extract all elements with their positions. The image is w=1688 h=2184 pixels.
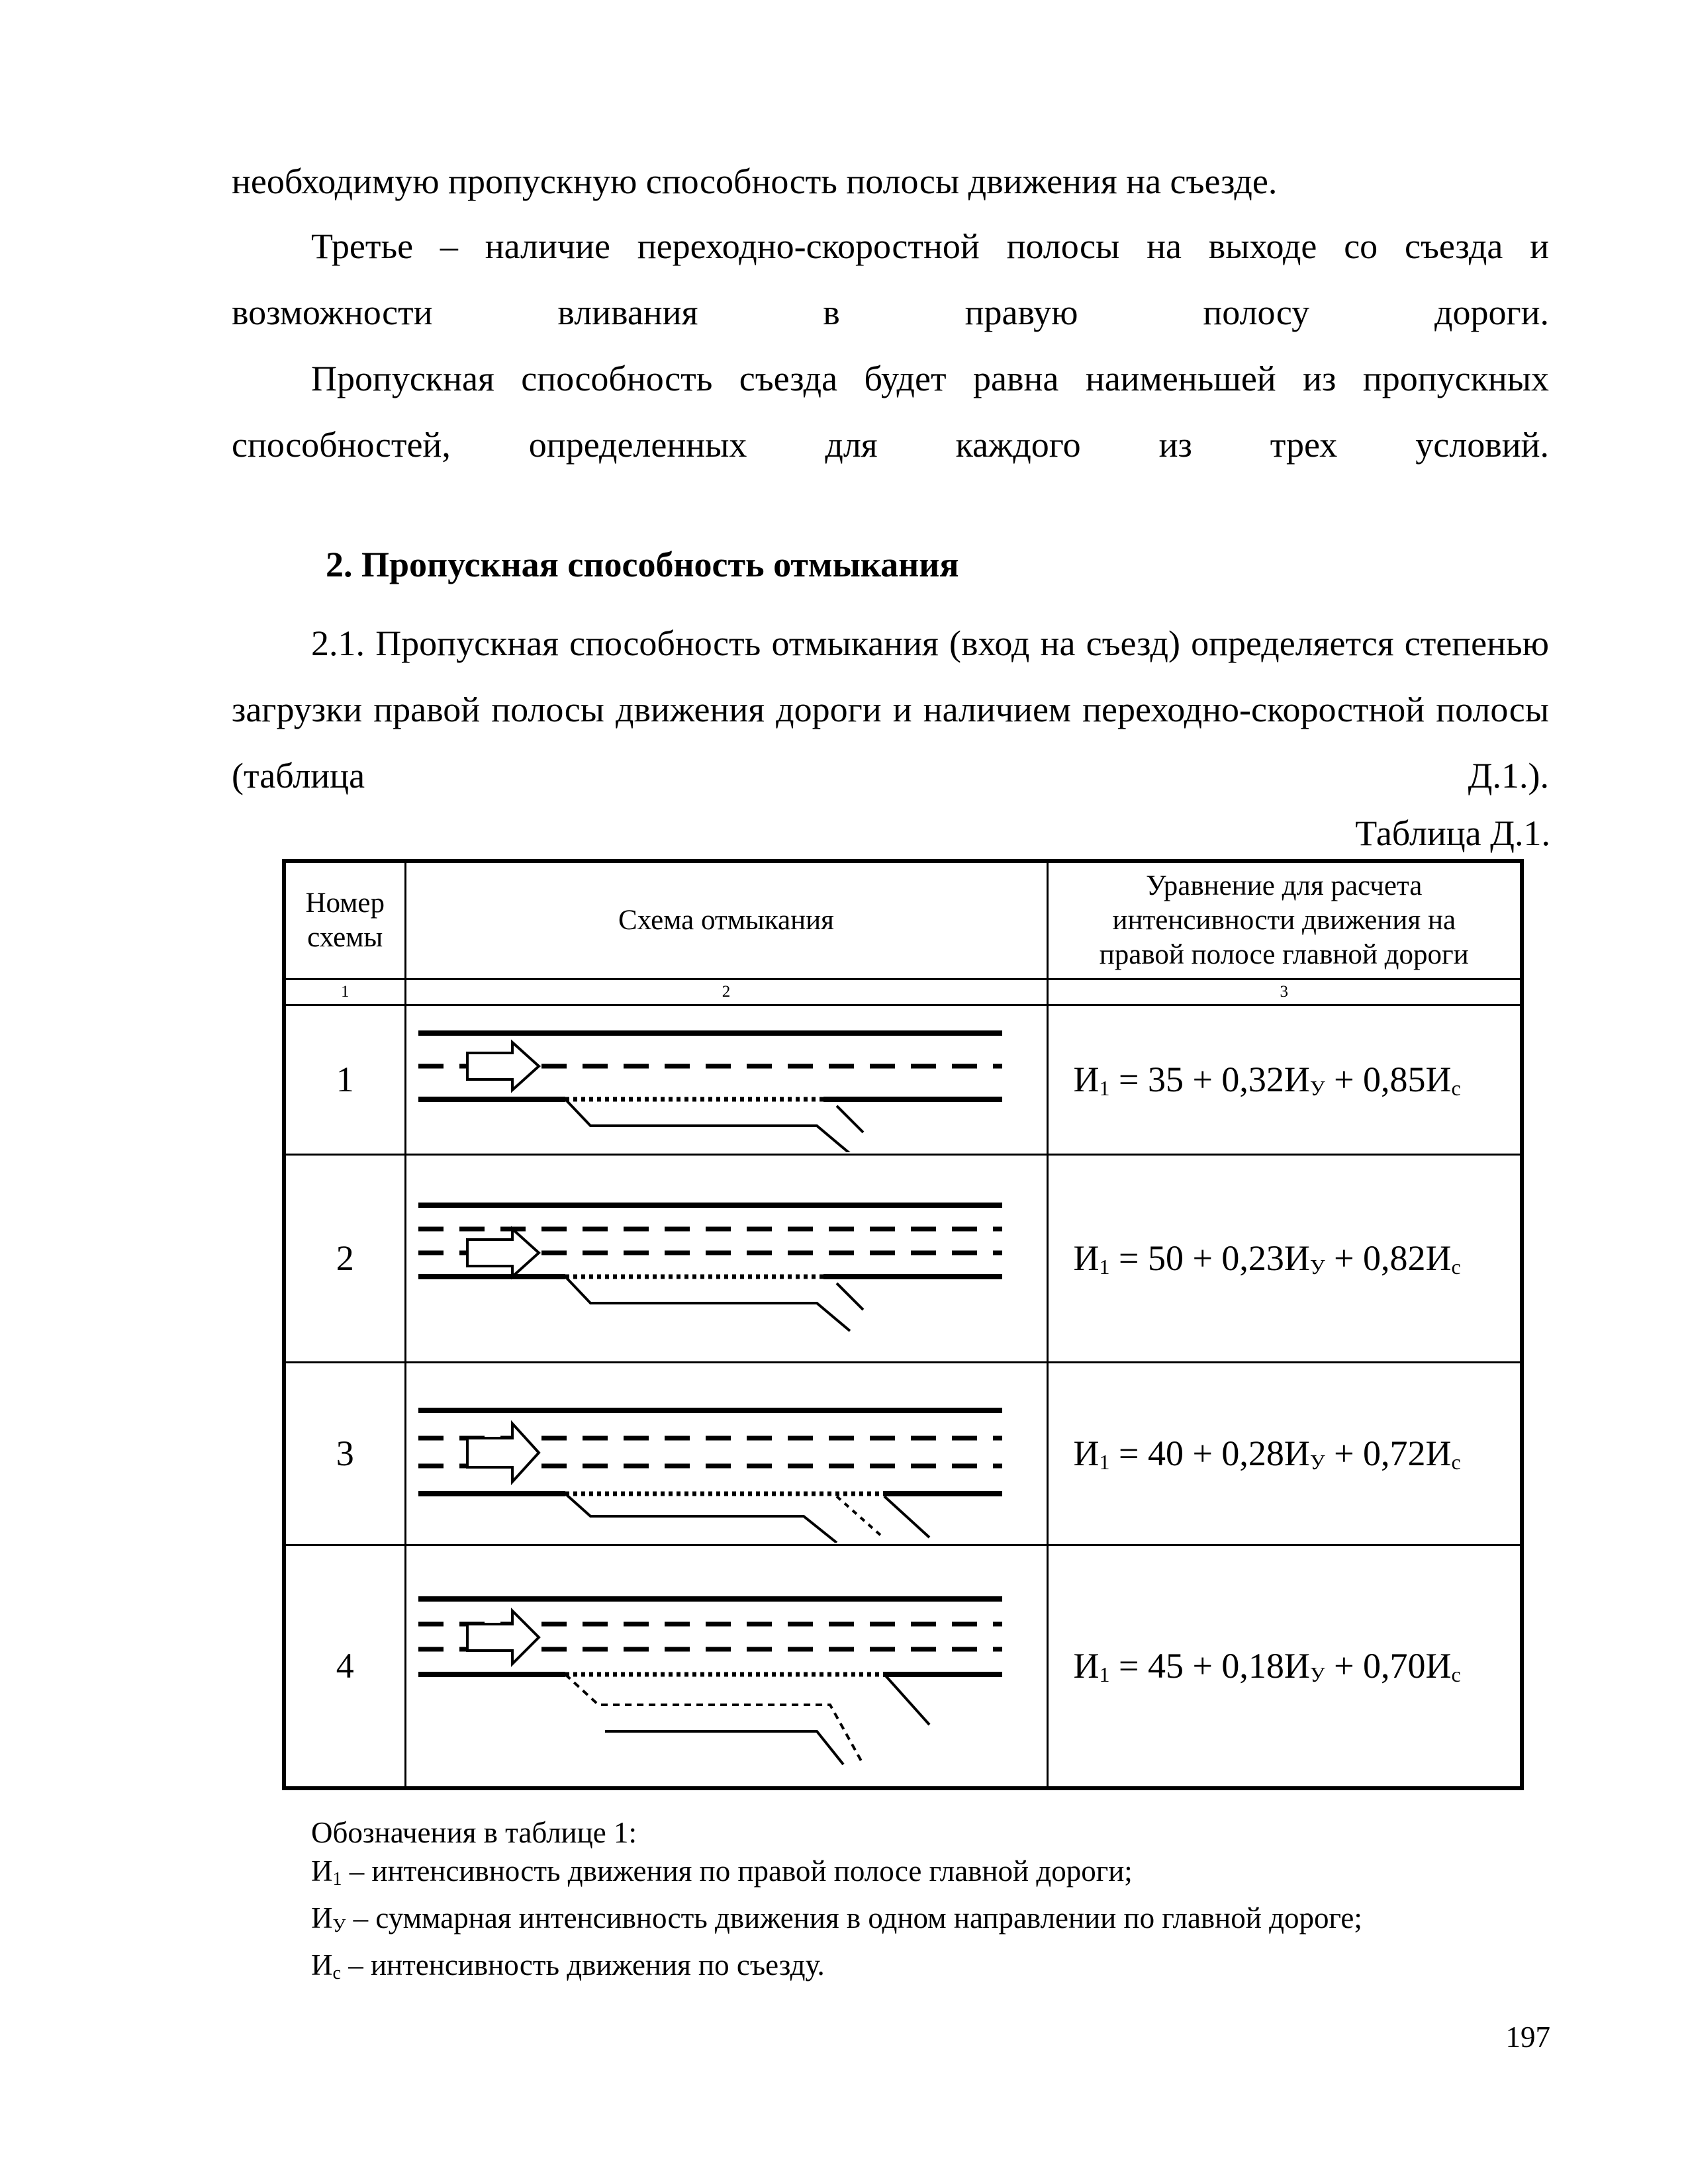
notes-title: Обозначения в таблице 1: <box>311 1816 637 1849</box>
column-number-2: 2 <box>405 979 1047 1005</box>
paragraph-section-2-1: 2.1. Пропускная способность отмыкания (вход на съезд) определяется степенью загрузки правой полосы движения дороги и наличием переходно-скоростной полосы (таблица Д.1.). <box>232 623 1549 796</box>
page-number: 197 <box>1505 2021 1550 2054</box>
scheme-diagram-2 <box>405 1154 1047 1362</box>
table-row <box>284 1362 1522 1545</box>
ramp-edge-line <box>605 1731 843 1764</box>
arrow-icon <box>467 1229 539 1277</box>
table-row <box>284 1154 1522 1362</box>
paragraph-capacity-summary: Пропускная способность съезда будет равна наименьшей из пропускных способностей, определенных для каждого из трех условий. <box>232 359 1549 465</box>
note-item: $И_У$ – суммарная интенсивность движения в одном направлении по главной дороге; <box>311 1901 1362 1936</box>
equation-3: $И_1 = 40 + 0,28И_У + 0,72И_с$ <box>1047 1362 1522 1545</box>
note-item: $И_с$ – интенсивность движения по съезду. <box>311 1948 825 1983</box>
ramp-edge-dashed <box>837 1496 883 1537</box>
equation-1: $И_1 = 35 + 0,32И_У + 0,85И_с$ <box>1047 1005 1522 1154</box>
ramp-edge-line <box>565 1494 837 1543</box>
scheme-diagram-4 <box>405 1545 1047 1788</box>
row-number: 4 <box>284 1545 405 1788</box>
ramp-edge-line <box>565 1099 850 1152</box>
ramp-edge-dashed <box>565 1674 863 1764</box>
row-number: 3 <box>284 1362 405 1545</box>
paragraph-continuation: необходимую пропускную способность полосы движения на съезде. <box>232 161 1278 201</box>
column-number-3: 3 <box>1047 979 1522 1005</box>
header-scheme-number: Номер схемы <box>284 861 405 979</box>
table-caption: Таблица Д.1. <box>1355 813 1550 853</box>
equation-4: $И_1 = 45 + 0,18И_У + 0,70И_с$ <box>1047 1545 1522 1788</box>
header-scheme: Схема отмыкания <box>405 861 1047 979</box>
capacity-table <box>282 859 1524 1790</box>
table-row <box>284 1545 1522 1788</box>
table-row <box>284 1005 1522 1154</box>
column-number-1: 1 <box>284 979 405 1005</box>
scheme-3-svg <box>406 1364 1045 1543</box>
ramp-edge-line <box>884 1674 929 1725</box>
arrow-icon <box>467 1042 539 1090</box>
ramp-edge-line <box>565 1277 850 1331</box>
scheme-1-svg <box>406 1007 1045 1152</box>
equation-2: $И_1 = 50 + 0,23И_У + 0,82И_с$ <box>1047 1154 1522 1362</box>
row-number: 2 <box>284 1154 405 1362</box>
arrow-icon <box>467 1611 539 1664</box>
scheme-diagram-3 <box>405 1362 1047 1545</box>
arrow-icon <box>467 1424 539 1482</box>
scheme-2-svg <box>406 1156 1045 1360</box>
paragraph-third-condition: Третье – наличие переходно-скоростной полосы на выходе со съезда и возможности вливания в правую полосу дороги. <box>232 226 1549 332</box>
ramp-edge-line <box>884 1496 929 1537</box>
scheme-4-svg <box>406 1546 1045 1786</box>
legend-notes <box>311 1813 1362 1993</box>
section-heading: 2. Пропускная способность отмыкания <box>326 545 959 584</box>
header-equation: Уравнение для расчета интенсивности движения на правой полосе главной дороги <box>1047 861 1522 979</box>
ramp-edge-line <box>837 1283 863 1310</box>
ramp-edge-line <box>837 1106 863 1132</box>
scheme-diagram-1 <box>405 1005 1047 1154</box>
row-number: 1 <box>284 1005 405 1154</box>
note-item: $И_1$ – интенсивность движения по правой полосе главной дороги; <box>311 1854 1133 1889</box>
